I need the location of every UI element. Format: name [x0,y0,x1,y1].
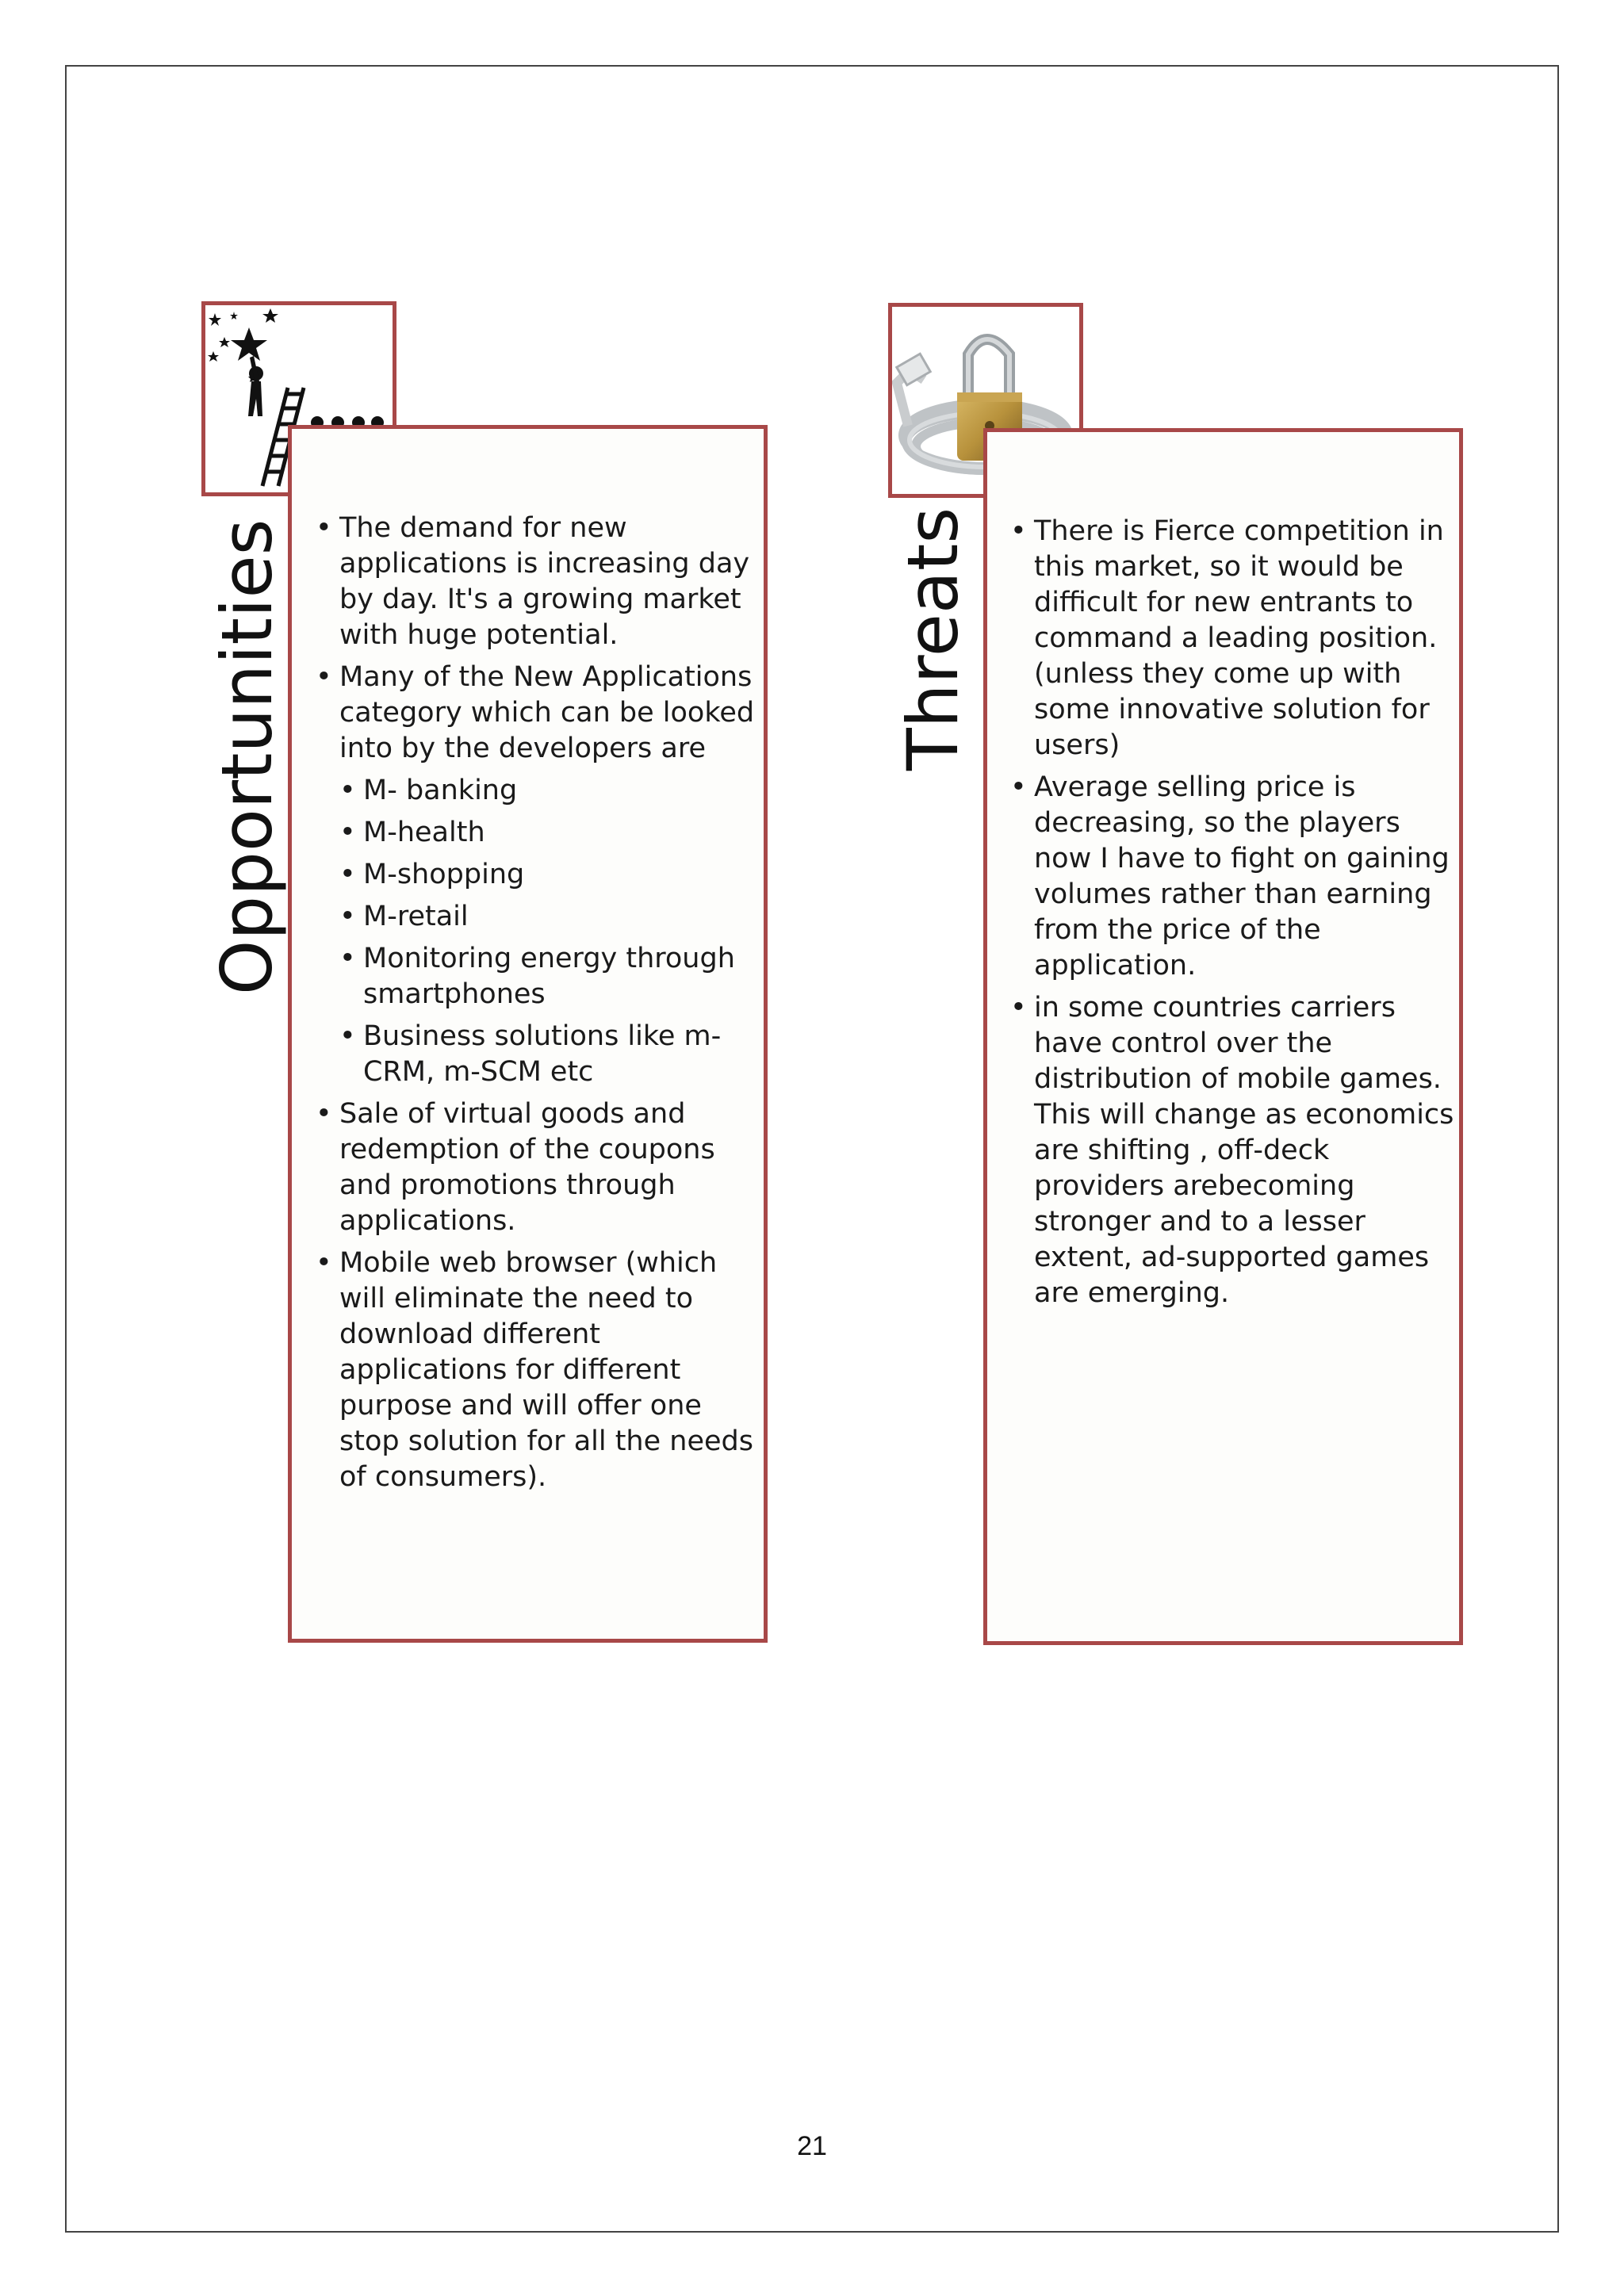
opportunities-list [316,511,760,1502]
list-item: • There is Fierce competition in this market, so it would be difficult for new entrants to command a leading position. (unless they come up with some innovative solution for users) [1010,514,1454,763]
sub-list-item: • M-health [339,815,760,851]
sub-list-item: • M-retail [339,899,760,935]
list-item: • Sale of virtual goods and redemption of the coupons and promotions through applications. [316,1096,760,1239]
sub-list-item: • Monitoring energy through smartphones [339,941,760,1012]
page-number: 21 [797,2131,827,2161]
list-item: • The demand for new applications is increasing day by day. It's a growing market with huge potential. [316,511,760,653]
sub-list-item: • M- banking [339,773,760,809]
sub-list [339,773,760,1090]
threats-list [1010,514,1454,1318]
list-item: • Mobile web browser (which will eliminate the need to download different applications for different purpose and will offer one stop solution for all the needs of consumers). [316,1246,760,1495]
list-item: • in some countries carriers have control over the distribution of mobile games. This will change as economics are shifting , off-deck providers arebecoming stronger and to a lesser extent, ad-supported games are emerging. [1010,990,1454,1311]
opportunities-title: Opportunities [206,519,288,995]
threats-title: Threats [892,507,974,771]
sub-list-item: • M-shopping [339,857,760,893]
sub-list-item: • Business solutions like m-CRM, m-SCM etc [339,1019,760,1090]
list-item: • Average selling price is decreasing, so the players now I have to fight on gaining volumes rather than earning from the price of the application. [1010,770,1454,984]
list-item: • Many of the New Applications category which can be looked into by the developers are • M- banking • M-health • M-shopping • M-retail • Monitoring energy through smartphones • Business solutions like m-CRM, m-SCM etc [316,660,760,1090]
